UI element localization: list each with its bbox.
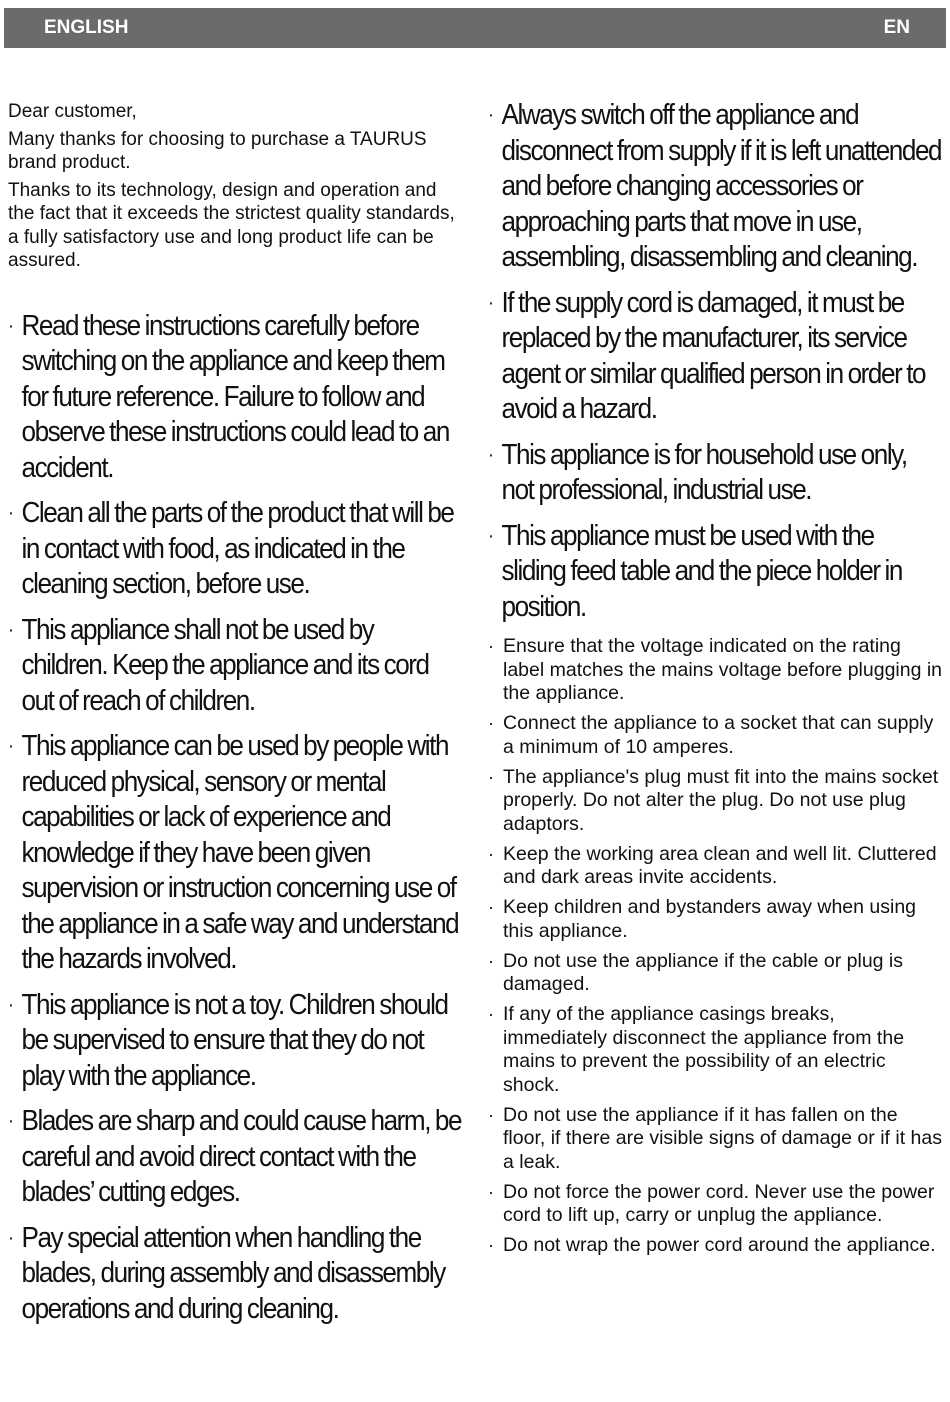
safety-list-right [488,98,943,625]
safety-item: · Clean all the parts of the product that will be in contact with food, as indicated in the cleaning section, before use. [8,496,463,603]
language-label: ENGLISH [44,17,129,38]
language-code: EN [883,17,910,38]
safety-item: · Pay special attention when handling the blades, during assembly and disassembly operations and during cleaning. [8,1221,463,1328]
electrical-item: · Keep children and bystanders away when using this appliance. [488,896,943,943]
electrical-item: · Ensure that the voltage indicated on the rating label matches the mains voltage before plugging in the appliance. [488,635,943,706]
electrical-safety-list [488,635,943,1258]
safety-item: · Blades are sharp and could cause harm, be careful and avoid direct contact with the blades’ cutting edges. [8,1104,463,1211]
intro-technology: Thanks to its technology, design and operation and the fact that it exceeds the strictest quality standards, a fully satisfactory use and long product life can be assured. [8,179,455,271]
electrical-item: · Do not wrap the power cord around the appliance. [488,1234,943,1258]
electrical-item: · Keep the working area clean and well lit. Cluttered and dark areas invite accidents. [488,843,943,890]
intro-section [8,100,463,273]
electrical-item: · Do not use the appliance if the cable or plug is damaged. [488,950,943,997]
safety-item: · Always switch off the appliance and disconnect from supply if it is left unattended and before changing accessories or approaching parts that move in use, assembling, disassembling and cleaning. [488,98,943,276]
intro-thanks: Many thanks for choosing to purchase a TAURUS brand product. [8,128,427,173]
safety-item: · Read these instructions carefully before switching on the appliance and keep them for future reference. Failure to follow and observe these instructions could lead to an accident. [8,309,463,487]
safety-item: · This appliance can be used by people with reduced physical, sensory or mental capabilities or lack of experience and knowledge if they have been given supervision or instruction concerning use of the appliance in a safe way and understand the hazards involved. [8,729,463,978]
right-column [488,98,943,1264]
language-header-bar [4,8,946,48]
safety-list-left [8,309,463,1328]
electrical-item: · The appliance's plug must fit into the mains socket properly. Do not alter the plug. Do not use plug adaptors. [488,766,943,837]
safety-item: · This appliance shall not be used by children. Keep the appliance and its cord out of reach of children. [8,613,463,720]
safety-item: · This appliance is not a toy. Children should be supervised to ensure that they do not play with the appliance. [8,988,463,1095]
safety-item: · This appliance is for household use only, not professional, industrial use. [488,438,943,509]
left-column [8,100,463,1337]
electrical-item: · If any of the appliance casings breaks, immediately disconnect the appliance from the mains to prevent the possibility of an electric shock. [488,1003,943,1097]
electrical-item: · Do not use the appliance if it has fallen on the floor, if there are visible signs of damage or if it has a leak. [488,1104,943,1175]
safety-item: · If the supply cord is damaged, it must be replaced by the manufacturer, its service agent or similar qualified person in order to avoid a hazard. [488,286,943,428]
intro-greeting: Dear customer, [8,101,137,122]
electrical-item: · Do not force the power cord. Never use the power cord to lift up, carry or unplug the appliance. [488,1181,943,1228]
safety-item: · This appliance must be used with the sliding feed table and the piece holder in position. [488,519,943,626]
electrical-item: · Connect the appliance to a socket that can supply a minimum of 10 amperes. [488,712,943,759]
